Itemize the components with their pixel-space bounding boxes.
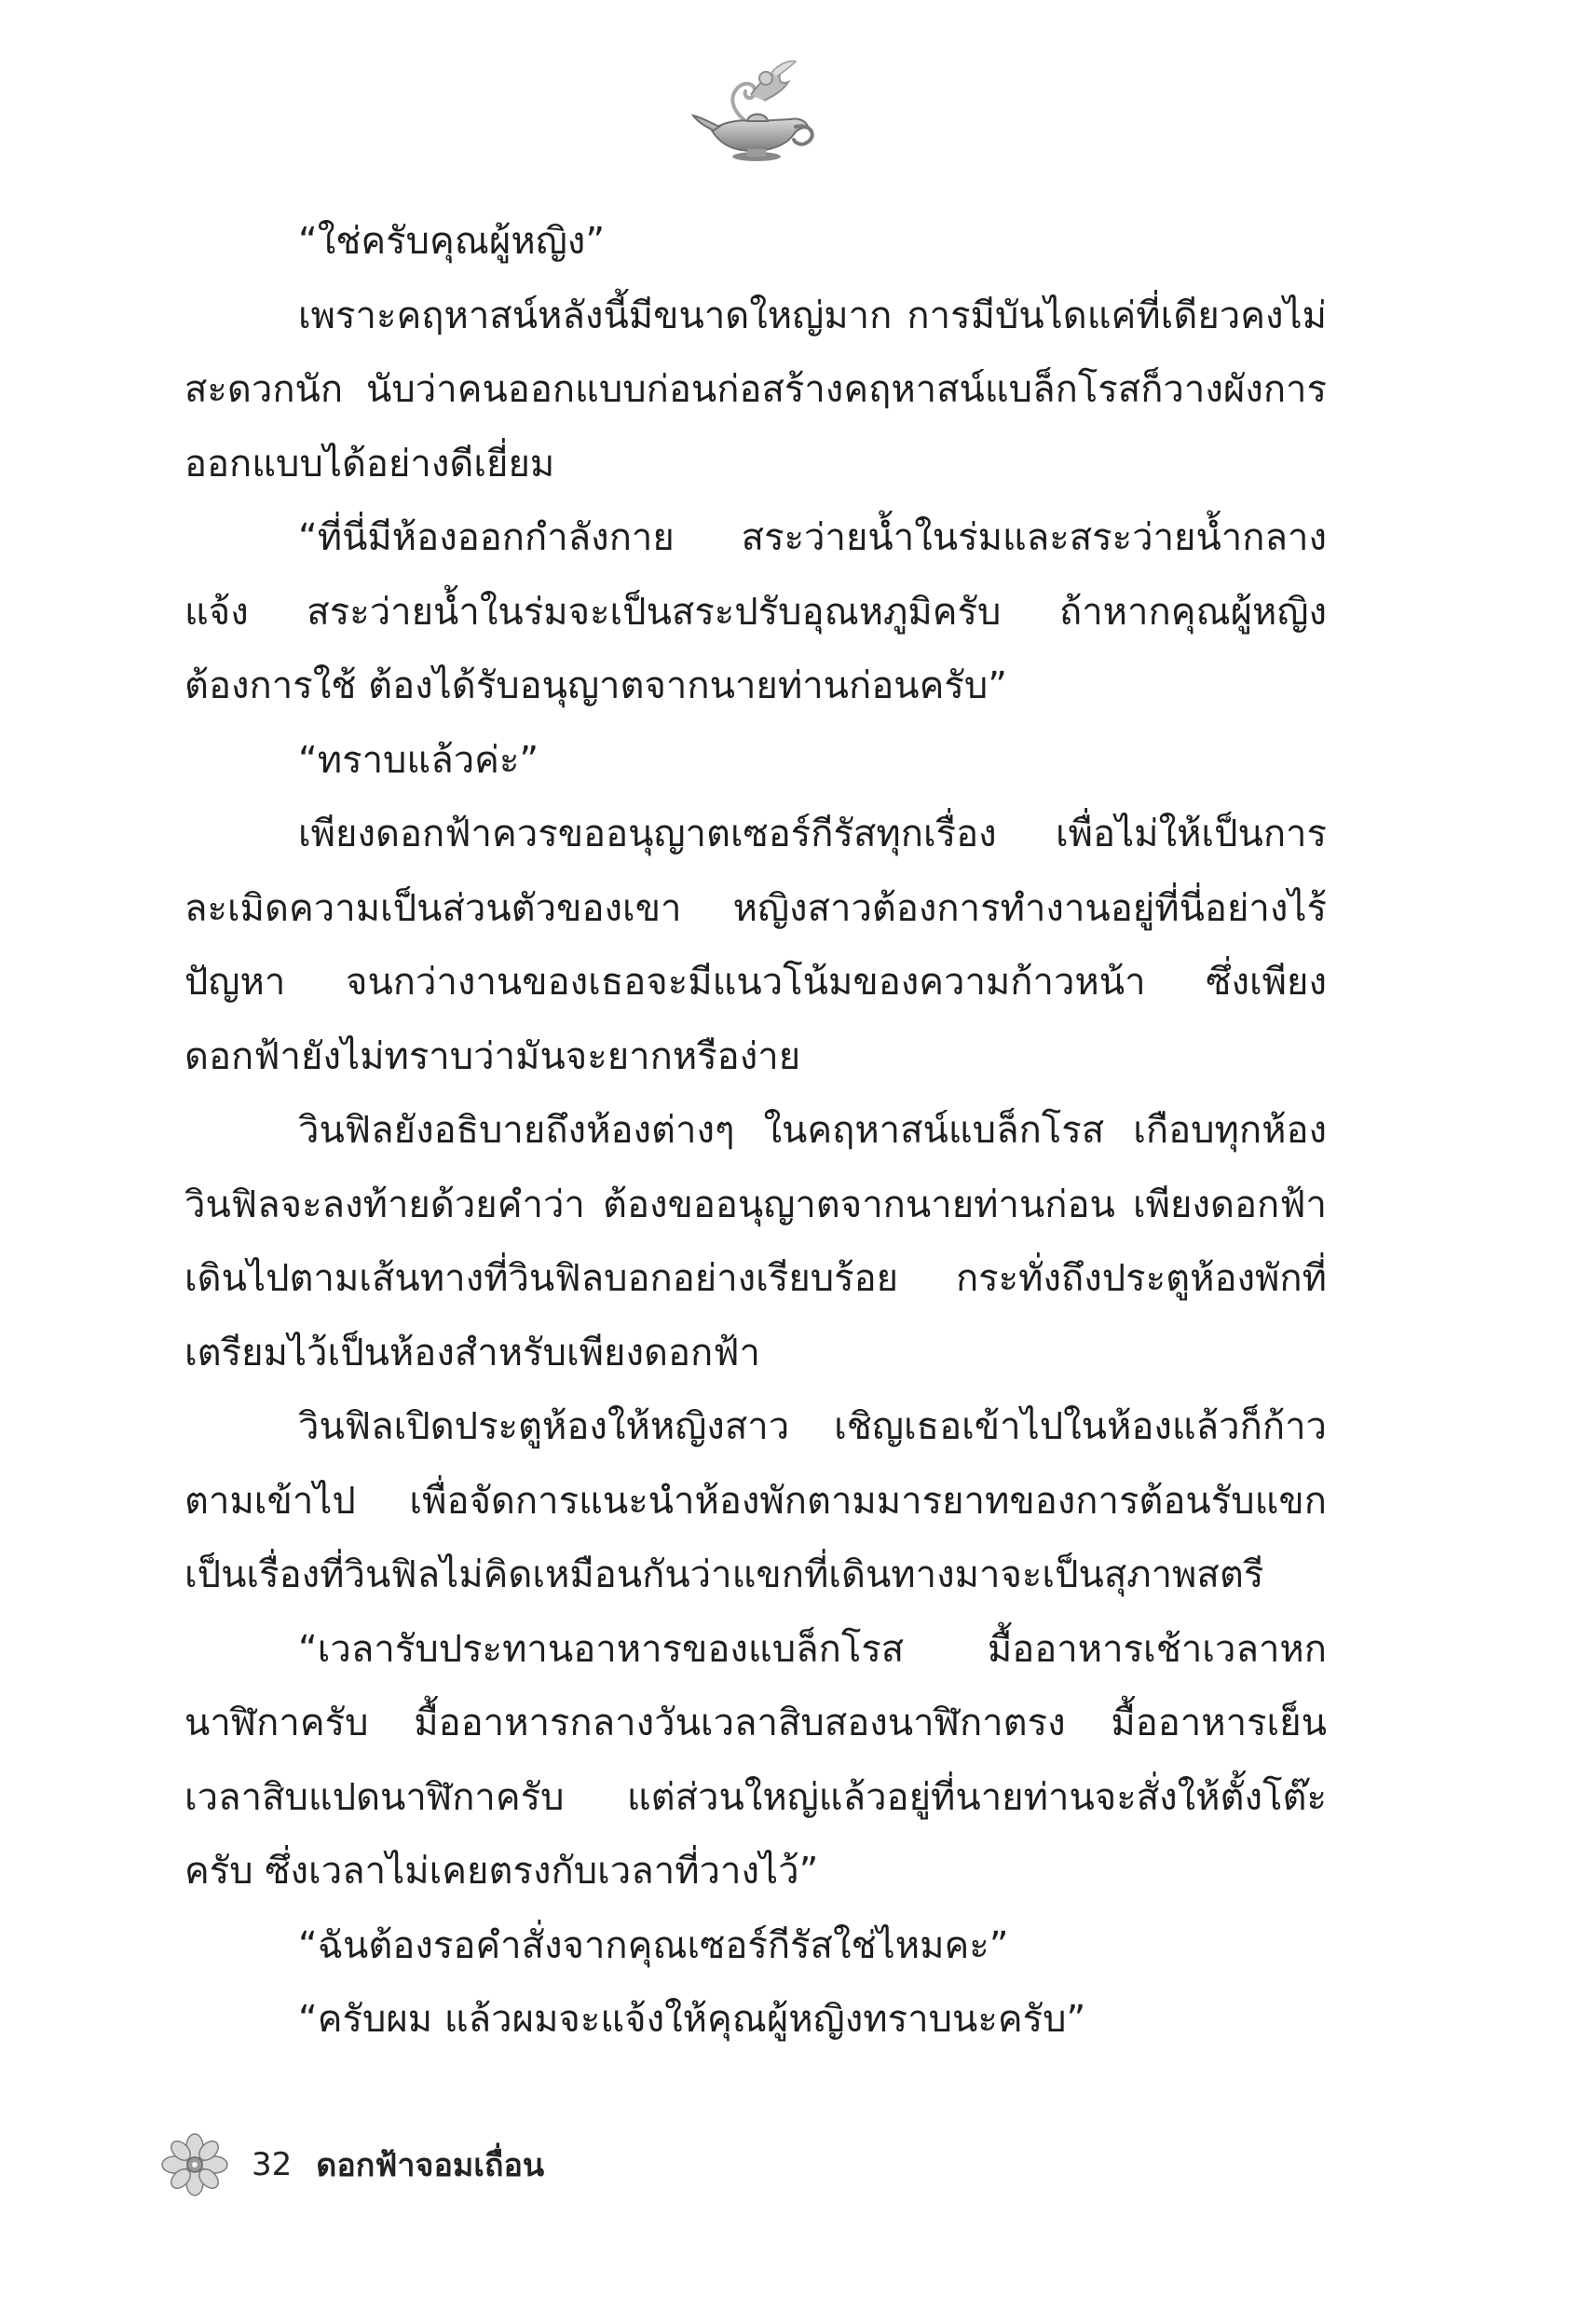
book-title: ดอกฟ้าจอมเถื่อน [316,2147,545,2184]
paragraph: วินฟิลยังอธิบายถึงห้องต่างๆ ในคฤหาสน์แบล็กโรส เกือบทุกห้องวินฟิลจะลงท้ายด้วยคำว่า ต้องขออนุญาตจากนายท่านก่อน เพียงดอกฟ้าเดินไปตามเส้นทางที่วินฟิลบอกอย่างเรียบร้อย กระทั่งถึงประตูห้องพักที่เตรียมไว้เป็นห้องสำหรับเพียงดอกฟ้า [184,1109,1327,1374]
paragraph: “ที่นี่มีห้องออกกำลังกาย สระว่ายน้ำในร่มและสระว่ายน้ำกลางแจ้ง สระว่ายน้ำในร่มจะเป็นสระปรับอุณหภูมิครับ ถ้าหากคุณผู้หญิงต้องการใช้ ต้องได้รับอนุญาตจากนายท่านก่อนครับ” [184,516,1327,707]
body-text [184,205,1327,2058]
flower-ornament-icon [158,2132,231,2197]
paragraph: วินฟิลเปิดประตูห้องให้หญิงสาว เชิญเธอเข้าไปในห้องแล้วก็ก้าวตามเข้าไป เพื่อจัดการแนะนำห้องพักตามมารยาทของการต้อนรับแขก เป็นเรื่องที่วินฟิลไม่คิดเหมือนกันว่าแขกที่เดินทางมาจะเป็นสุภาพสตรี [184,1405,1327,1596]
page-footer [158,2132,544,2197]
genie-lamp-icon [686,54,825,166]
paragraph: “ทราบแล้วค่ะ” [298,738,539,782]
paragraph: “เวลารับประทานอาหารของแบล็กโรส มื้ออาหารเช้าเวลาหกนาฬิกาครับ มื้ออาหารกลางวันเวลาสิบสองนาฬิกาตรง มื้ออาหารเย็นเวลาสิบแปดนาฬิกาครับ แต่ส่วนใหญ่แล้วอยู่ที่นายท่านจะสั่งให้ตั้งโต๊ะครับ ซึ่งเวลาไม่เคยตรงกับเวลาที่วางไว้” [184,1627,1327,1893]
paragraph: เพียงดอกฟ้าควรขออนุญาตเซอร์กีรัสทุกเรื่อง เพื่อไม่ให้เป็นการละเมิดความเป็นส่วนตัวของเขา หญิงสาวต้องการทำงานอยู่ที่นี่อย่างไร้ปัญหา จนกว่างานของเธอจะมีแนวโน้มของความก้าวหน้า ซึ่งเพียงดอกฟ้ายังไม่ทราบว่ามันจะยากหรือง่าย [184,813,1327,1078]
page-number: 32 [252,2146,293,2183]
paragraph: “ใช่ครับคุณผู้หญิง” [298,220,606,263]
paragraph: “ฉันต้องรอคำสั่งจากคุณเซอร์กีรัสใช่ไหมคะ” [298,1923,1009,1967]
paragraph: “ครับผม แล้วผมจะแจ้งให้คุณผู้หญิงทราบนะครับ” [298,1998,1086,2041]
paragraph: เพราะคฤหาสน์หลังนี้มีขนาดใหญ่มาก การมีบันไดแค่ที่เดียวคงไม่สะดวกนัก นับว่าคนออกแบบก่อนก่อสร้างคฤหาสน์แบล็กโรสก็วางผังการออกแบบได้อย่างดีเยี่ยม [184,294,1327,485]
